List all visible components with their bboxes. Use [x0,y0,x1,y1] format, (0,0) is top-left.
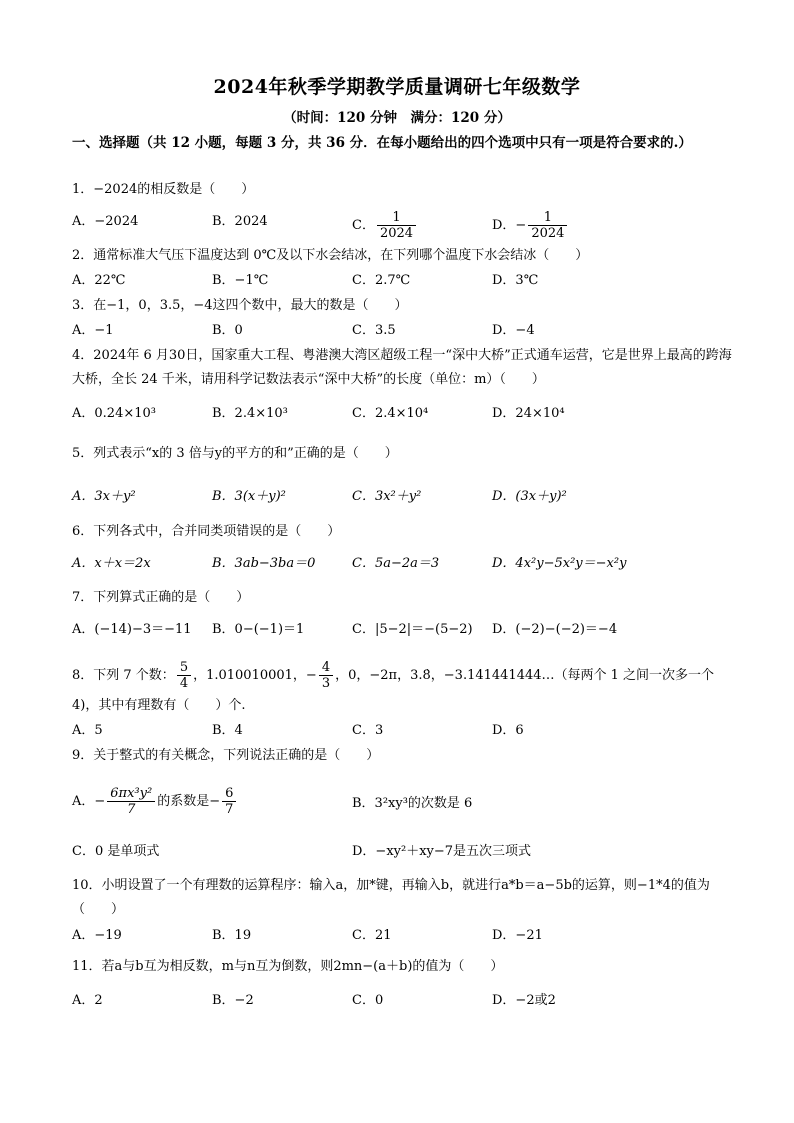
option-d: D．−21 [492,928,543,943]
fraction-denominator: 7 [127,802,136,817]
fraction [319,660,333,691]
fraction-denominator: 7 [225,802,234,817]
question-9-stem: 9．关于整式的有关概念，下列说法正确的是（ ） [72,748,380,763]
question-9-options-row2 [72,840,732,864]
option-b: B．3(x＋y)² [212,489,286,504]
fraction [377,210,416,241]
option-a: A．22℃ [72,273,126,288]
question-6-stem: 6．下列各式中，合并同类项错误的是（ ） [72,524,341,539]
question-2-stem: 2．通常标准大气压下温度达到 0℃及以下水会结冰，在下列哪个温度下水会结冰（ ） [72,248,589,263]
question-1-options [72,210,732,241]
option-c: C．3 [352,723,384,738]
option-c: C．3x²＋y² [352,489,422,504]
exam-subtitle: （时间：120 分钟 满分：120 分） [283,110,511,126]
option-b: B．4 [212,723,243,738]
stem-part: ，0，−2π，3.8̇，−3.141441444…（每两个 1 之间一次多一个 [335,668,715,683]
option-b: B．0 [212,323,243,338]
question-7-stem: 7．下列算式正确的是（ ） [72,590,250,605]
option-c: C．5a−2a＝3 [352,556,440,571]
option-a: A．x＋x＝2x [72,556,151,571]
option-d: D．−4 [492,323,535,338]
option-a: A．(−14)−3＝−11 [72,622,192,637]
section-heading: 一、选择题（共 12 小题，每题 3 分，共 36 分．在每小题给出的四个选项中只有一项是符合要求的.） [72,135,692,151]
question-11-options [72,989,732,1013]
fraction [528,210,567,241]
option-a: A．−1 [72,323,114,338]
fraction-numerator: 4 [319,660,333,676]
fraction [222,786,236,817]
option-a: A．−19 [72,928,122,943]
stem-part: ，1.010010001，− [193,668,317,683]
question-1-stem: 1．−2024的相反数是（ ） [72,182,255,197]
option-c: C．|5−2|＝−(5−2) [352,622,473,637]
option-b: B．−1℃ [212,273,269,288]
fraction-numerator: 5 [177,660,191,676]
question-10-options [72,924,732,948]
question-3-stem: 3．在−1，0，3.5，−4这四个数中，最大的数是（ ） [72,298,408,313]
option-c: C．3.5 [352,323,396,338]
question-8-stem-cont: 4)，其中有理数有（ ）个. [72,698,246,713]
question-5-options [72,485,732,509]
option-c [352,210,418,241]
option-d-label: D．− [492,218,527,233]
option-a [72,786,238,817]
fraction-denominator: 2024 [379,226,414,241]
option-a: A．3x＋y² [72,489,136,504]
question-8-options [72,719,732,743]
option-c: C．21 [352,928,392,943]
option-b: B．−2 [212,993,254,1008]
fraction-numerator: 6πx³y² [107,786,155,802]
option-d: D．24×10⁴ [492,406,565,421]
option-d: D．−xy²＋xy−7是五次三项式 [352,844,532,859]
question-8-stem [72,660,732,691]
exam-title: 2024年秋季学期教学质量调研七年级数学 [213,76,581,98]
option-a: A．5 [72,723,103,738]
fraction-denominator: 4 [179,676,189,691]
fraction-denominator: 2024 [531,226,565,241]
option-a: A．−2024 [72,214,139,229]
question-4-options [72,402,732,426]
fraction-numerator: 1 [377,210,416,226]
option-a-mid: 的系数是− [157,794,221,809]
question-5-stem: 5．列式表示“x的 3 倍与y的平方的和”正确的是（ ） [72,446,398,461]
option-c: C．0 [352,993,384,1008]
option-b: B．2024 [212,214,268,229]
option-d: D．(3x＋y)² [492,489,567,504]
option-d: D．3℃ [492,273,539,288]
fraction-denominator: 3 [321,676,331,691]
option-a-label: A．− [72,794,106,809]
option-d: D．−2或2 [492,993,556,1008]
option-c-label: C． [352,218,375,233]
option-b: B．19 [212,928,252,943]
option-d: D．6 [492,723,524,738]
question-7-options [72,618,732,642]
option-c: C．2.4×10⁴ [352,406,429,421]
option-c: C．0 是单项式 [72,844,160,859]
option-d: D．4x²y−5x²y＝−x²y [492,556,627,571]
option-b: B．3ab−3ba＝0 [212,556,316,571]
option-d [492,210,569,241]
question-3-options [72,319,732,343]
option-b: B．0−(−1)＝1 [212,622,305,637]
question-4-stem: 4．2024年 6 月30日，国家重大工程、粤港澳大湾区超级工程一“深中大桥”正式通车运营，它是世界上最高的跨海大桥，全长 24 千米，请用科学记数法表示“深中大桥”的长度（单位：m）（ ） [72,348,732,387]
fraction [107,786,155,817]
stem-part: 8．下列 7 个数： [72,668,175,683]
option-d: D．(−2)−(−2)＝−4 [492,622,618,637]
fraction-numerator: 6 [222,786,236,802]
fraction [177,660,191,691]
question-6-options [72,552,732,576]
fraction-numerator: 1 [528,210,567,226]
option-b: B．3²xy³的次数是 6 [352,796,473,811]
question-9-options-row1 [72,782,732,822]
question-10-stem: 10．小明设置了一个有理数的运算程序：输入a，加*键，再输入b，就进行a*b＝a−5b的运算，则−1*4的值为（ ） [72,878,710,917]
question-11-stem: 11．若a与b互为相反数，m与n互为倒数，则2mn−(a＋b)的值为（ ） [72,959,504,974]
option-c: C．2.7℃ [352,273,411,288]
option-b: B．2.4×10³ [212,406,288,421]
question-2-options [72,269,732,293]
option-a: A．0.24×10³ [72,406,156,421]
option-a: A．2 [72,993,103,1008]
